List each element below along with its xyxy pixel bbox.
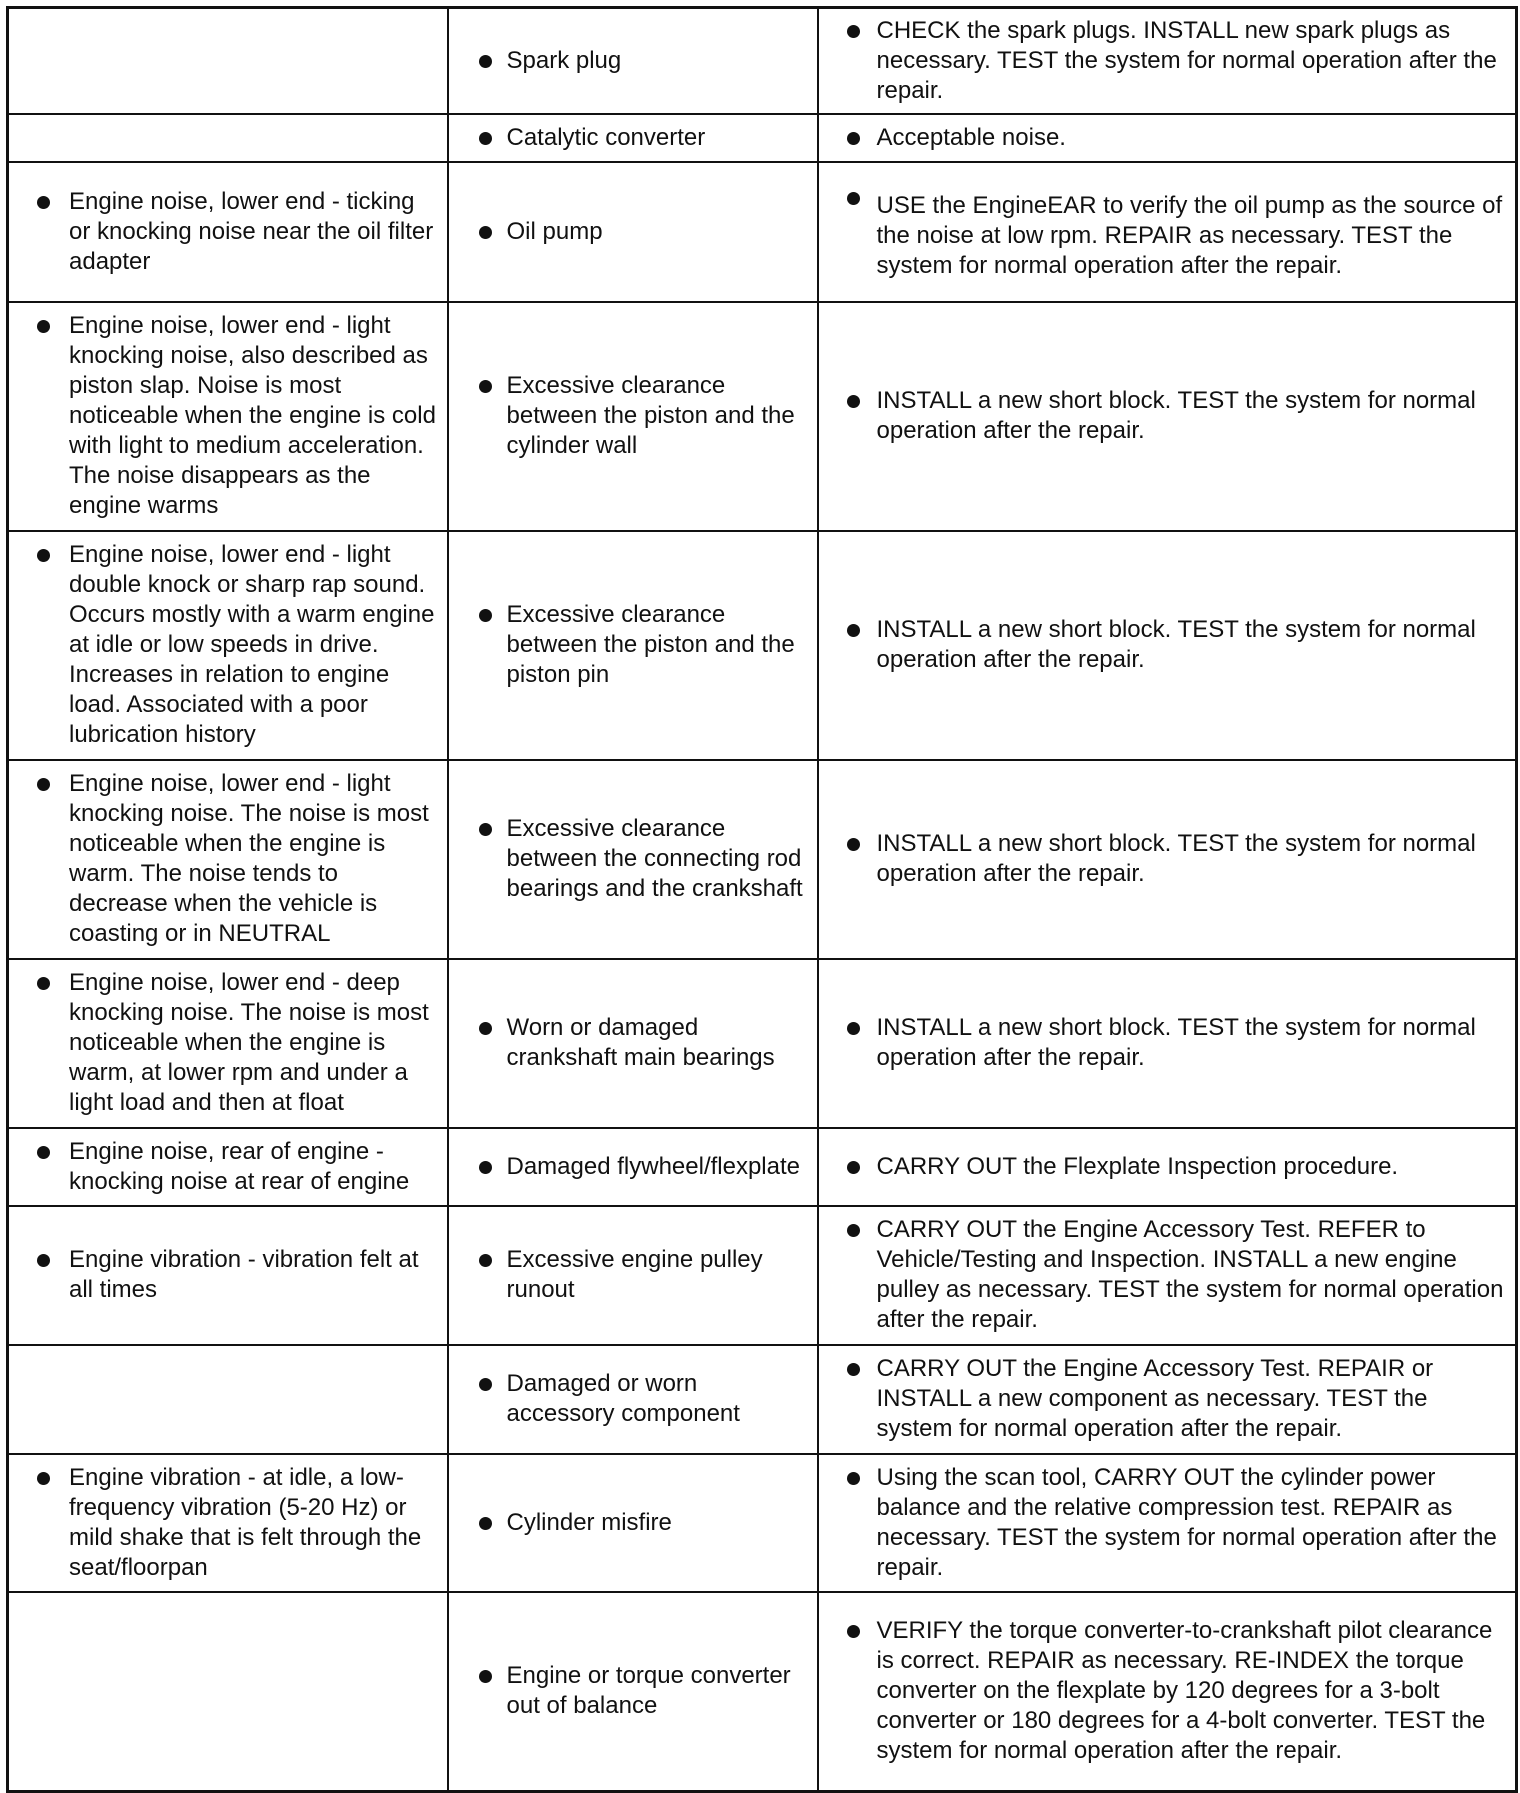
- condition-text: Engine noise, lower end - light knocking noise. The noise is most noticeable when the engine is warm. The noise tends to decrease when the vehicle is coasting or in NEUTRAL: [69, 770, 429, 947]
- bullet-icon: [37, 320, 50, 333]
- source-text: Worn or damaged crankshaft main bearings: [506, 1014, 775, 1071]
- bullet-icon: [37, 549, 50, 562]
- source-cell: [448, 114, 818, 162]
- table-row: [8, 8, 1517, 114]
- action-cell: [818, 302, 1517, 531]
- bullet-icon: [37, 977, 50, 990]
- bullet-icon: [479, 55, 492, 68]
- action-cell: [818, 1345, 1517, 1454]
- bullet-icon: [37, 196, 50, 209]
- bullet-icon: [479, 1022, 492, 1035]
- condition-cell: [8, 1454, 448, 1592]
- condition-text: Engine vibration - at idle, a low-frequency vibration (5-20 Hz) or mild shake that is felt through the seat/floorpan: [69, 1463, 422, 1581]
- source-text: Excessive engine pulley runout: [506, 1246, 763, 1303]
- action-cell: [818, 959, 1517, 1128]
- bullet-icon: [847, 1022, 860, 1035]
- bullet-icon: [479, 226, 492, 239]
- condition-text: Engine vibration - vibration felt at all times: [69, 1246, 419, 1303]
- table-row: [8, 162, 1517, 302]
- table-row: [8, 959, 1517, 1128]
- condition-cell: [8, 1592, 448, 1792]
- source-cell: [448, 1128, 818, 1206]
- condition-cell: [8, 162, 448, 302]
- source-text: Damaged flywheel/flexplate: [506, 1152, 800, 1180]
- action-cell: [818, 1128, 1517, 1206]
- action-text: INSTALL a new short block. TEST the system for normal operation after the repair.: [876, 1014, 1476, 1071]
- condition-text: Engine noise, lower end - light knocking noise, also described as piston slap. Noise is most noticeable when the engine is cold with light to medium acceleration. The noise disappears as the engine warms: [69, 312, 436, 519]
- action-cell: [818, 162, 1517, 302]
- condition-cell: [8, 1345, 448, 1454]
- bullet-icon: [479, 132, 492, 145]
- condition-cell: [8, 760, 448, 959]
- condition-cell: [8, 114, 448, 162]
- source-text: Excessive clearance between the piston and the piston pin: [506, 601, 795, 688]
- source-cell: [448, 1345, 818, 1454]
- condition-cell: [8, 531, 448, 760]
- action-cell: [818, 114, 1517, 162]
- action-text: Using the scan tool, CARRY OUT the cylinder power balance and the relative compression test. REPAIR as necessary. TEST the system for normal operation after the repair.: [876, 1463, 1497, 1581]
- table-row: [8, 531, 1517, 760]
- table-row: [8, 1454, 1517, 1592]
- bullet-icon: [37, 778, 50, 791]
- action-cell: [818, 760, 1517, 959]
- action-text: INSTALL a new short block. TEST the system for normal operation after the repair.: [876, 387, 1476, 444]
- action-text: CARRY OUT the Engine Accessory Test. REFER to Vehicle/Testing and Inspection. INSTALL a new engine pulley as necessary. TEST the system for normal operation after the repair.: [876, 1216, 1504, 1333]
- condition-cell: [8, 1128, 448, 1206]
- source-cell: [448, 760, 818, 959]
- bullet-icon: [479, 1670, 492, 1683]
- bullet-icon: [847, 1472, 860, 1485]
- condition-cell: [8, 8, 448, 114]
- source-cell: [448, 1454, 818, 1592]
- source-text: Cylinder misfire: [506, 1508, 672, 1536]
- action-cell: [818, 531, 1517, 760]
- action-text: VERIFY the torque converter-to-crankshaft pilot clearance is correct. REPAIR as necessary. RE-INDEX the torque converter on the flexplate by 120 degrees for a 3-bolt converter or 180 degrees for a 4-bolt converter. TEST the system for normal operation after the repair.: [876, 1617, 1493, 1765]
- bullet-icon: [847, 192, 860, 205]
- bullet-icon: [847, 132, 860, 145]
- table-row: [8, 114, 1517, 162]
- table-row: [8, 1345, 1517, 1454]
- bullet-icon: [847, 1363, 860, 1376]
- bullet-icon: [479, 609, 492, 622]
- bullet-icon: [479, 1161, 492, 1174]
- diagnosis-table-body: [8, 8, 1517, 1792]
- bullet-icon: [479, 823, 492, 836]
- condition-cell: [8, 1206, 448, 1345]
- source-cell: [448, 162, 818, 302]
- bullet-icon: [847, 838, 860, 851]
- source-text: Oil pump: [506, 217, 603, 245]
- bullet-icon: [847, 25, 860, 38]
- condition-cell: [8, 959, 448, 1128]
- condition-text: Engine noise, lower end - deep knocking noise. The noise is most noticeable when the engine is warm, at lower rpm and under a light load and then at float: [69, 969, 429, 1116]
- action-text: CARRY OUT the Engine Accessory Test. REPAIR or INSTALL a new component as necessary. TEST the system for normal operation after the repair.: [876, 1355, 1434, 1442]
- source-cell: [448, 302, 818, 531]
- table-row: [8, 1128, 1517, 1206]
- source-cell: [448, 8, 818, 114]
- action-cell: [818, 1454, 1517, 1592]
- condition-cell: [8, 302, 448, 531]
- source-text: Spark plug: [506, 46, 622, 74]
- action-text: CARRY OUT the Flexplate Inspection procedure.: [876, 1152, 1399, 1180]
- source-cell: [448, 959, 818, 1128]
- bullet-icon: [479, 1254, 492, 1267]
- bullet-icon: [37, 1472, 50, 1485]
- table-row: [8, 760, 1517, 959]
- bullet-icon: [847, 1161, 860, 1174]
- table-row: [8, 1206, 1517, 1345]
- action-text: CHECK the spark plugs. INSTALL new spark plugs as necessary. TEST the system for normal operation after the repair.: [876, 16, 1497, 104]
- source-text: Engine or torque converter out of balance: [506, 1662, 791, 1720]
- bullet-icon: [479, 1378, 492, 1391]
- bullet-icon: [479, 1517, 492, 1530]
- source-text: Excessive clearance between the piston and the cylinder wall: [506, 372, 795, 459]
- action-cell: [818, 1206, 1517, 1345]
- condition-text: Engine noise, rear of engine - knocking noise at rear of engine: [69, 1137, 410, 1195]
- source-cell: [448, 531, 818, 760]
- action-cell: [818, 1592, 1517, 1792]
- source-text: Damaged or worn accessory component: [506, 1370, 740, 1427]
- action-text: INSTALL a new short block. TEST the system for normal operation after the repair.: [876, 616, 1476, 673]
- table-row: [8, 1592, 1517, 1792]
- bullet-icon: [847, 395, 860, 408]
- bullet-icon: [37, 1146, 50, 1159]
- condition-text: Engine noise, lower end - light double knock or sharp rap sound. Occurs mostly with a warm engine at idle or low speeds in drive. Increases in relation to engine load. Associated with a poor lubrication history: [69, 541, 435, 748]
- bullet-icon: [479, 380, 492, 393]
- source-cell: [448, 1206, 818, 1345]
- source-cell: [448, 1592, 818, 1792]
- action-cell: [818, 8, 1517, 114]
- condition-text: Engine noise, lower end - ticking or knocking noise near the oil filter adapter: [69, 187, 434, 275]
- action-text: USE the EngineEAR to verify the oil pump as the source of the noise at low rpm. REPAIR as necessary. TEST the system for normal operation after the repair.: [876, 191, 1503, 279]
- bullet-icon: [847, 624, 860, 637]
- bullet-icon: [37, 1254, 50, 1267]
- source-text: Excessive clearance between the connecting rod bearings and the crankshaft: [506, 815, 803, 902]
- action-text: INSTALL a new short block. TEST the system for normal operation after the repair.: [876, 830, 1476, 887]
- bullet-icon: [847, 1625, 860, 1638]
- diagnosis-table: [6, 6, 1518, 1793]
- bullet-icon: [847, 1224, 860, 1237]
- action-text: Acceptable noise.: [876, 123, 1066, 151]
- table-row: [8, 302, 1517, 531]
- source-text: Catalytic converter: [506, 123, 706, 151]
